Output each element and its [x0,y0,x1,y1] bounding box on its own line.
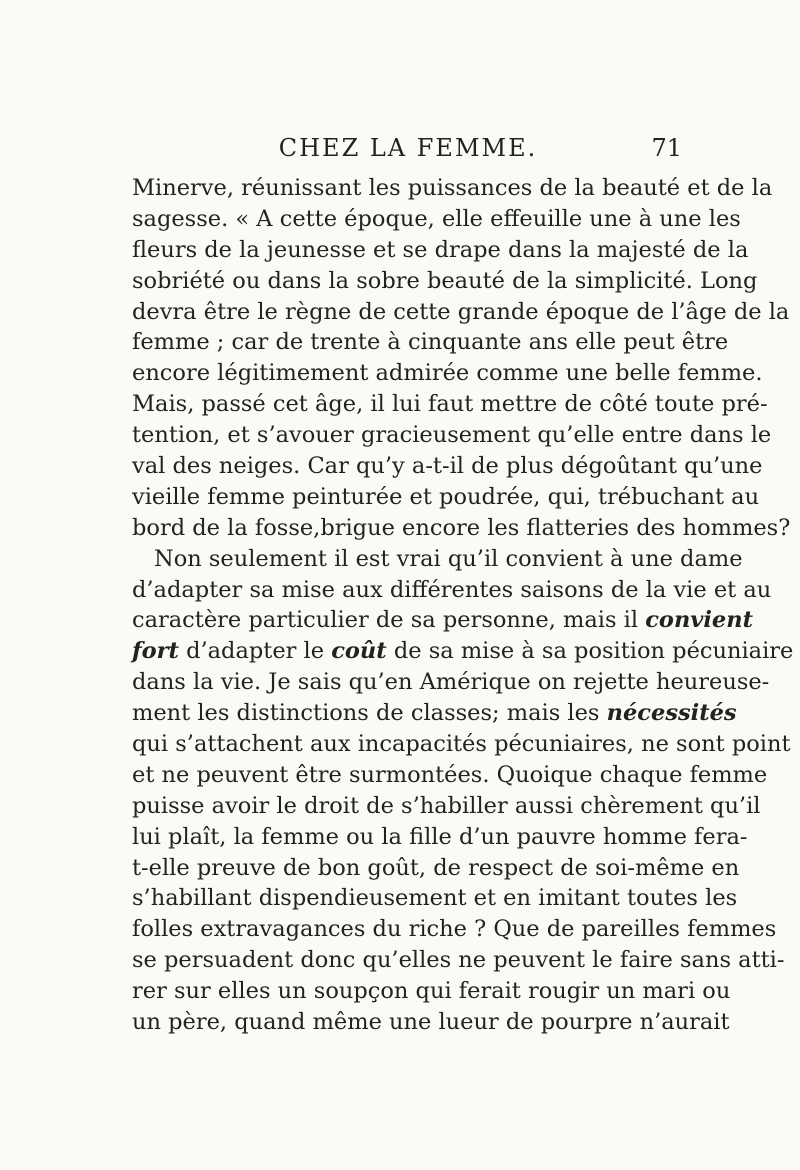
text-line [132,513,791,544]
text-segment: vieille femme peinturée et poudrée, qui, trébuchant au [132,483,760,510]
text-segment: fleurs de la jeunesse et se drape dans la majesté de la [132,236,749,263]
text-segment: caractère particulier de sa personne, mais il [132,607,646,634]
text-line [132,389,768,420]
text-line [132,667,770,698]
emphasized-text: coût [331,638,387,665]
text-segment: se persuadent donc qu’elles ne peuvent le faire sans atti- [132,947,785,974]
text-line [132,358,763,389]
text-line [132,729,791,760]
text-line [132,791,761,822]
text-segment: ment les distinctions de classes; mais les [132,700,607,727]
text-segment: et ne peuvent être surmontées. Quoique chaque femme [132,761,768,788]
text-line [132,327,729,358]
text-segment: val des neiges. Car qu’y a-t-il de plus dégoûtant qu’une [132,453,763,480]
text-line [132,698,737,729]
text-segment: Minerve, réunissant les puissances de la beauté et de la [132,175,773,201]
text-line [132,945,785,976]
text-line [132,760,768,791]
page-number: 71 [651,134,682,162]
text-segment: qui s’attachent aux incapacités pécuniaires, ne sont point [132,731,791,758]
text-line [132,1007,730,1038]
running-head [134,134,682,166]
text-segment: femme ; car de trente à cinquante ans elle peut être [132,329,729,356]
text-line [132,853,740,884]
running-title: CHEZ LA FEMME. [278,134,538,162]
text-line [132,605,753,636]
text-line [132,204,741,235]
text-line [132,976,731,1007]
text-line [132,173,773,204]
text-line [132,482,760,513]
text-segment: t-elle preuve de bon goût, de respect de soi-même en [132,854,740,881]
text-segment: s’habillant dispendieusement et en imitant toutes les [132,885,738,912]
text-segment: devra être le règne de cette grande époque de l’âge de la [132,298,790,325]
text-segment: sagesse. « A cette époque, elle effeuille une à une les [132,205,741,232]
text-segment: sobriété ou dans la sobre beauté de la simplicité. Long [132,267,758,294]
emphasized-text: convient [645,607,753,634]
text-segment: bord de la fosse,brigue encore les flatteries des hommes? [132,514,791,541]
text-line [132,235,749,266]
text-line [132,822,748,853]
text-segment: lui plaît, la femme ou la fille d’un pauvre homme fera- [132,823,748,850]
text-line [132,883,738,914]
text-line [132,451,763,482]
text-segment: encore légitimement admirée comme une belle femme. [132,360,763,387]
text-line [132,636,794,667]
text-line [132,914,777,945]
text-segment: un père, quand même une lueur de pourpre n’aurait [132,1009,730,1036]
emphasized-text: fort [132,638,179,665]
emphasized-text: nécessités [606,700,737,727]
text-segment: folles extravagances du riche ? Que de pareilles femmes [132,916,777,943]
text-segment: Mais, passé cet âge, il lui faut mettre de côté toute pré- [132,391,768,418]
text-segment: dans la vie. Je sais qu’en Amérique on rejette heureuse- [132,669,770,696]
text-segment: Non seulement il est vrai qu’il convient à une dame [154,545,743,572]
text-line [132,266,758,297]
text-segment: d’adapter sa mise aux différentes saisons de la vie et au [132,576,772,603]
text-line [132,420,772,451]
text-segment: rer sur elles un soupçon qui ferait rougir un mari ou [132,978,731,1005]
text-line [132,297,790,328]
text-line [132,544,743,575]
text-segment: puisse avoir le droit de s’habiller aussi chèrement qu’il [132,792,761,819]
text-segment: de sa mise à sa position pécuniaire [386,638,794,665]
text-line [132,575,772,606]
body-text [132,173,794,1038]
text-segment: tention, et s’avouer gracieusement qu’elle entre dans le [132,422,772,449]
text-segment: d’adapter le [178,638,332,665]
